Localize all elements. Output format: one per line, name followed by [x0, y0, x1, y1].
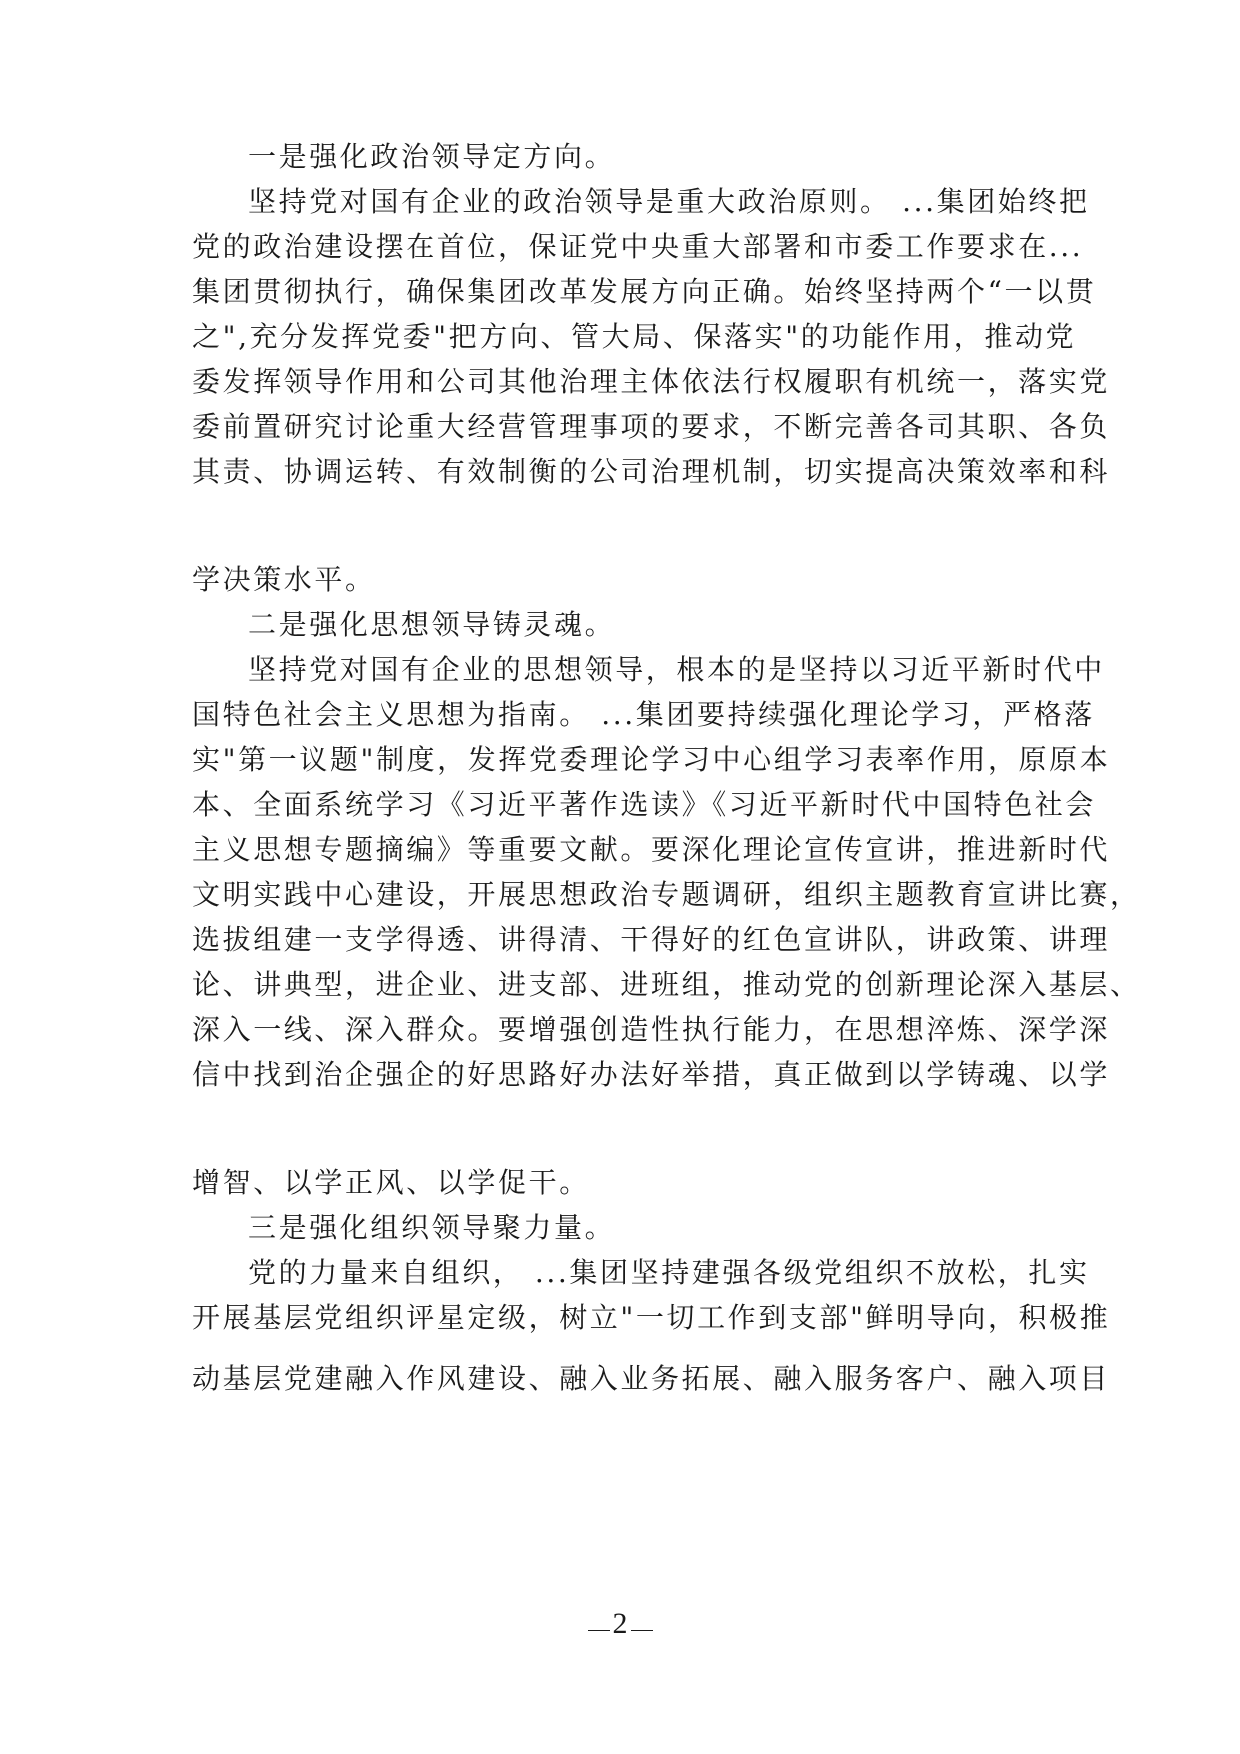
- paragraph-line: 主义思想专题摘编》等重要文献。要深化理论宣传宣讲，推进新时代: [192, 833, 1111, 866]
- paragraph-line: 选拔组建一支学得透、讲得清、干得好的红色宣讲队，讲政策、讲理: [192, 923, 1111, 956]
- paragraph-line: 国特色社会主义思想为指南。 ...集团要持续强化理论学习，严格落: [192, 698, 1095, 731]
- paragraph-line: 深入一线、深入群众。要增强创造性执行能力，在思想淬炼、深学深: [192, 1013, 1111, 1046]
- paragraph-line: 动基层党建融入作风建设、融入业务拓展、融入服务客户、融入项目: [192, 1362, 1111, 1395]
- paragraph-line: 集团贯彻执行，确保集团改革发展方向正确。始终坚持两个“一以贯: [192, 275, 1097, 308]
- paragraph-line: 本、全面系统学习《习近平著作选读》《习近平新时代中国特色社会: [192, 788, 1097, 821]
- page-number-right-rule: [631, 1604, 653, 1631]
- paragraph-line: 增智、以学正风、以学促干。: [192, 1166, 590, 1199]
- paragraph-line: 坚持党对国有企业的政治领导是重大政治原则。 ...集团始终把: [248, 185, 1090, 218]
- paragraph-line: 信中找到治企强企的好思路好办法好举措，真正做到以学铸魂、以学: [192, 1058, 1111, 1091]
- paragraph-line: 之",充分发挥党委"把方向、管大局、保落实"的功能作用，推动党: [192, 320, 1077, 353]
- section-heading-1: 一是强化政治领导定方向。: [248, 140, 616, 173]
- paragraph-line: 委前置研究讨论重大经营管理事项的要求，不断完善各司其职、各负: [192, 410, 1111, 443]
- page-number-value: 2: [612, 1607, 628, 1640]
- paragraph-line: 坚持党对国有企业的思想领导，根本的是坚持以习近平新时代中: [248, 653, 1105, 686]
- paragraph-line: 论、讲典型，进企业、进支部、进班组，推动党的创新理论深入基层、: [192, 968, 1141, 1001]
- page-number-left-rule: [588, 1604, 610, 1631]
- paragraph-line: 委发挥领导作用和公司其他治理主体依法行权履职有机统一，落实党: [192, 365, 1111, 398]
- section-heading-2: 二是强化思想领导铸灵魂。: [248, 608, 616, 641]
- paragraph-line: 党的力量来自组织， ...集团坚持建强各级党组织不放松，扎实: [248, 1256, 1090, 1289]
- section-heading-3: 三是强化组织领导聚力量。: [248, 1211, 616, 1244]
- paragraph-line: 开展基层党组织评星定级，树立"一切工作到支部"鲜明导向，积极推: [192, 1301, 1111, 1334]
- paragraph-line: 实"第一议题"制度，发挥党委理论学习中心组学习表率作用，原原本: [192, 743, 1111, 776]
- paragraph-line: 学决策水平。: [192, 563, 376, 596]
- paragraph-line: 其责、协调运转、有效制衡的公司治理机制，切实提高决策效率和科: [192, 455, 1111, 488]
- paragraph-line: 党的政治建设摆在首位，保证党中央重大部署和市委工作要求在...: [192, 230, 1084, 263]
- paragraph-line: 文明实践中心建设，开展思想政治专题调研，组织主题教育宣讲比赛，: [192, 878, 1141, 911]
- page-number: [570, 1604, 670, 1644]
